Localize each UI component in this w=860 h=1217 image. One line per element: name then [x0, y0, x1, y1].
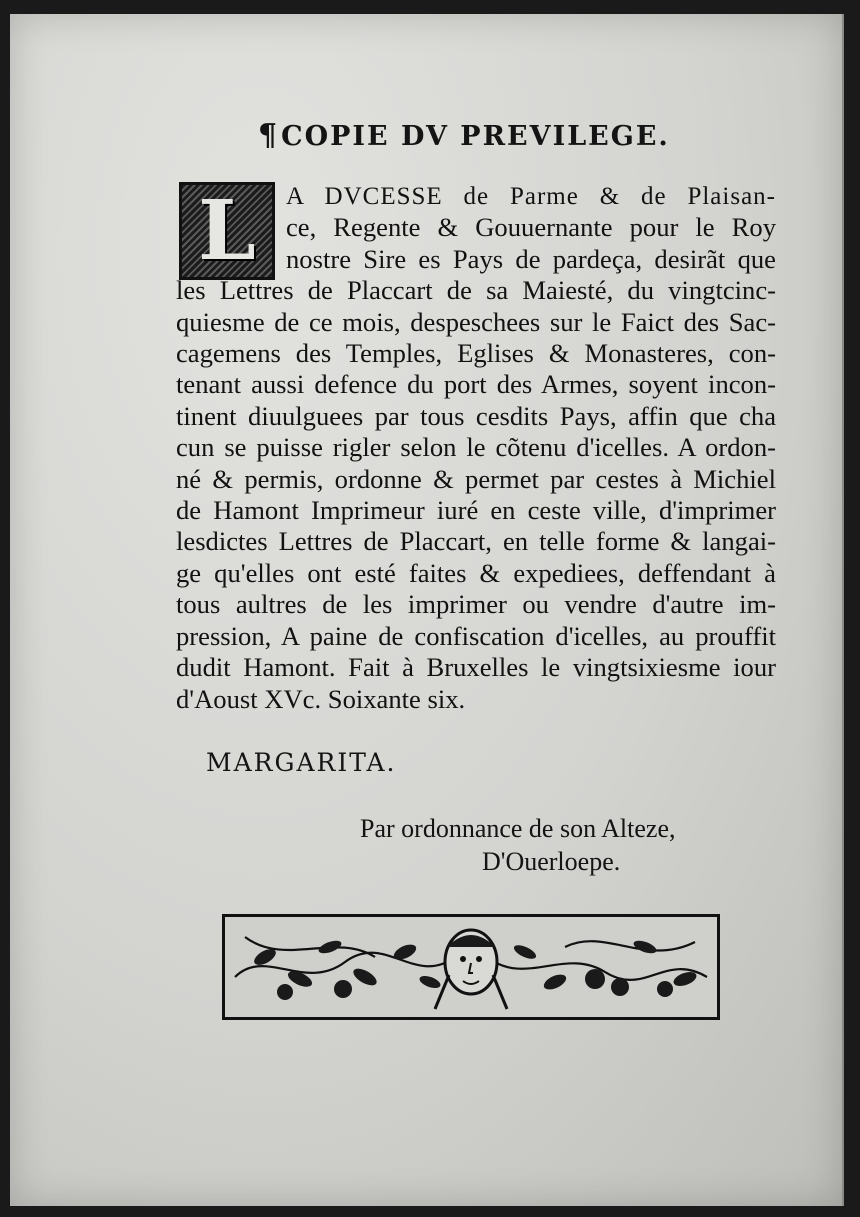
woodcut-ornament-band: [222, 914, 720, 1020]
page-heading: [258, 118, 670, 153]
privilege-text: [176, 181, 776, 715]
text-line: tous aultres de les imprimer ou vendre d'autre im-: [176, 589, 776, 620]
text-line: né & permis, ordonne & permet par cestes à Michiel: [176, 463, 776, 494]
foliage-ornament-icon: [225, 917, 717, 1017]
text-line: d'Aoust XVc. Soixante six.: [176, 683, 466, 714]
text-line: A DVCESSE de Parme & de Plaisan-: [286, 183, 776, 210]
countersign-line: Par ordonnance de son Alteze,: [360, 814, 676, 843]
signature: MARGARITA.: [206, 748, 397, 777]
text-line: dudit Hamont. Fait à Bruxelles le vingtsixiesme iour: [176, 652, 776, 683]
heading-text: COPIE DV PREVILEGE.: [281, 121, 670, 152]
pilcrow-mark: ¶: [258, 118, 280, 153]
countersignature: [360, 812, 740, 878]
text-line: ge qu'elles ont esté faites & expediees, deffendant à: [176, 557, 776, 588]
text-line: cagemens des Temples, Eglises & Monasteres, con-: [176, 338, 776, 369]
text-line: les Lettres de Placcart de sa Maiesté, du vingtcinc-: [176, 275, 776, 306]
drop-cap-letter: L: [198, 183, 256, 279]
text-line: tenant aussi defence du port des Armes, soyent incon-: [176, 369, 776, 400]
text-line: ce, Regente & Gouuernante pour le Roy: [286, 212, 776, 243]
text-line: cun se puisse rigler selon le cõtenu d'icelles. A ordon-: [176, 432, 776, 463]
text-line: quiesme de ce mois, despeschees sur le Faict des Sac-: [176, 306, 776, 337]
text-line: nostre Sire es Pays de pardeça, desirãt que: [286, 243, 776, 274]
text-line: de Hamont Imprimeur iuré en ceste ville, d'imprimer: [176, 495, 776, 526]
text-line: pression, A paine de confiscation d'icelles, au prouffit: [176, 620, 776, 651]
text-line: lesdictes Lettres de Placcart, en telle forme & langai-: [176, 526, 776, 557]
text-line: tinent diuulguees par tous cesdits Pays, affin que cha: [176, 400, 776, 431]
countersign-name: D'Ouerloepe.: [482, 847, 621, 876]
